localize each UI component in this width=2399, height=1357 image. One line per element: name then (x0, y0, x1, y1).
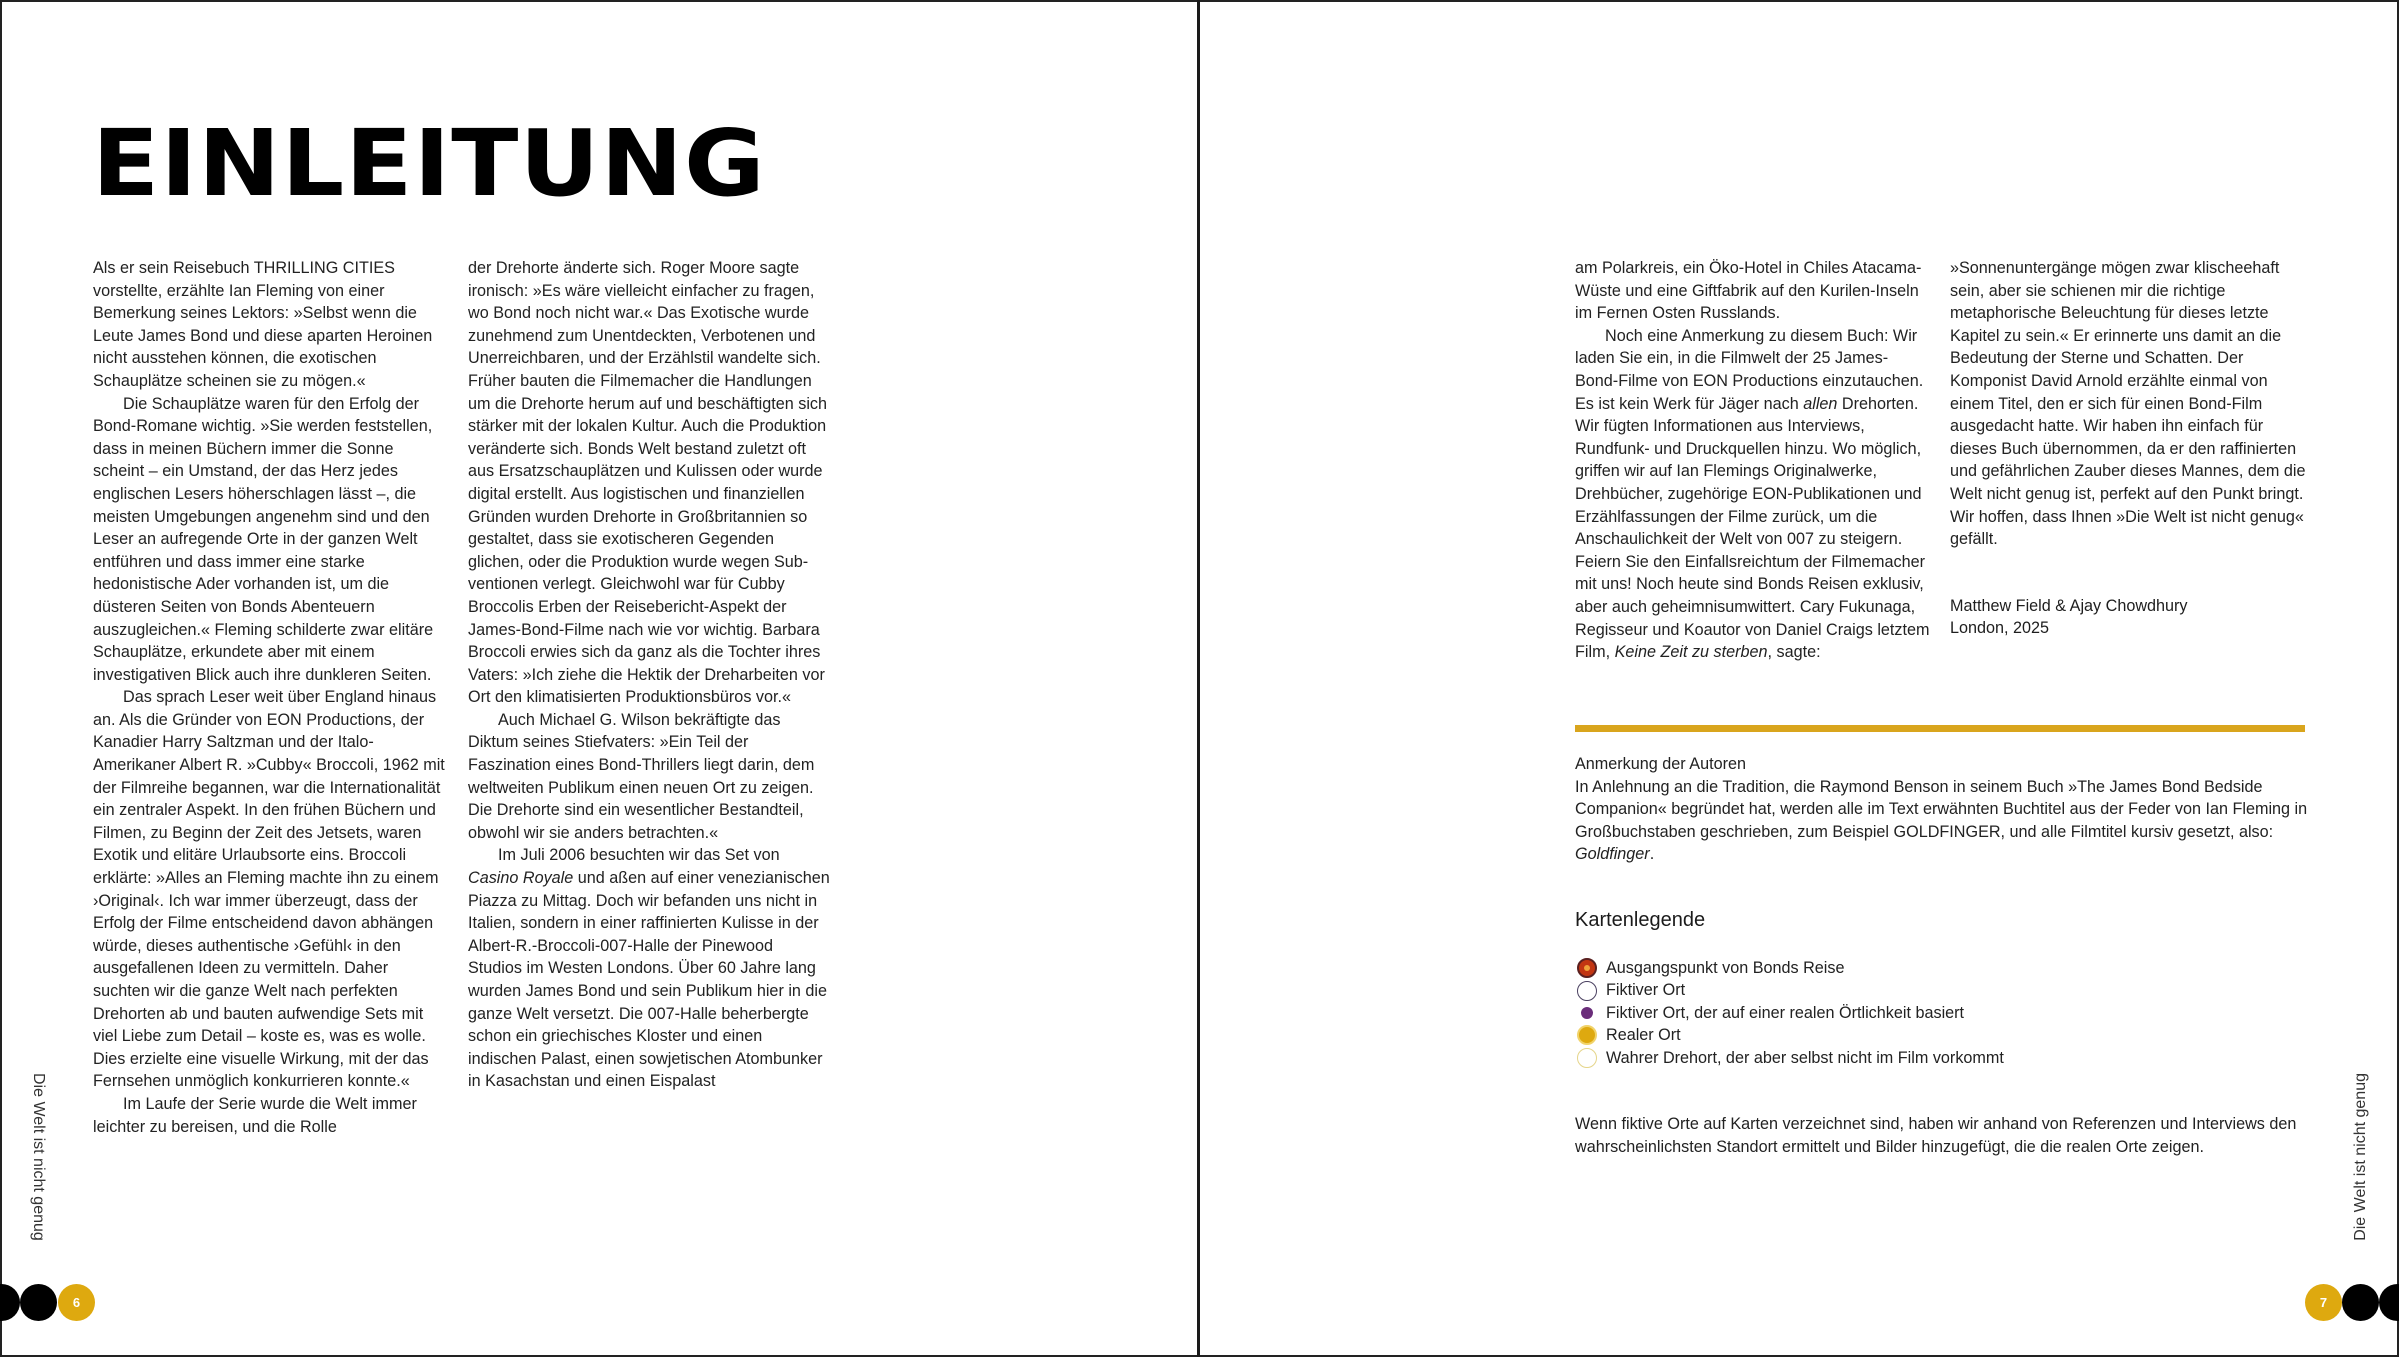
paragraph (1575, 325, 1931, 664)
text: Noch eine Anmerkung zu diesem Buch: Wir laden Sie ein, in die Filmwelt der 25 James-Bond-Filme von EON Productions einzutauchen. Es ist kein Werk für Jäger nach (1575, 326, 1924, 413)
paragraph: der Drehorte änderte sich. Roger Moore sagte ironisch: »Es wäre vielleicht einfacher zu fragen, wo Bond noch nicht war.« Das Exotische wurde zunehmend zum Unentdeckten, Verbotenen und Unerreichbaren, und der Erzählstil wandelte sich. Früher bauten die Filmemacher die Handlungen um die Drehorte herum auf und beschäftigten sich stärker mit der lokalen Kultur. Auch die Produktion veränderte sich. Bonds Welt bestand zuletzt oft aus Ersatzschauplätzen und Kulissen oder wurde digital erstellt. Aus logistischen und finanziellen Gründen wurden Drehorte in Großbritannien so gestaltet, dass sie exotischeren Gegenden glichen, oder die Produktion wurde wegen Subventionen verlegt. Gleichwohl war für Cubby Broccolis Erben der Reisebericht-Aspekt der James-Bond-Filme nach wie vor wichtig. Barbara Broccoli erwies sich da ganz als die Tochter ihres Vaters: »Ich ziehe die Hektik der Dreharbeiten vor Ort den klimatisierten Produktionsbüros vor.« (468, 259, 828, 707)
paragraph: Das sprach Leser weit über England hinaus an. Als die Gründer von EON Productions, der Kanadier Harry Saltzman und der Italo-Amerikaner Albert R. »Cubby« Broccoli, 1962 mit der Filmreihe begannen, war die Internationalität ein zentraler Aspekt. In den frühen Büchern und Filmen, zu Beginn der Zeit des Jetsets, waren Exotik und elitäre Urlaubsorte eins. Broccoli erklärte: »Alles an Fleming machte ihn zu einem ›Original‹. Ich war immer überzeugt, dass der Erfolg der Filme entscheidend davon abhängen würde, dieses authentische ›Gefühl‹ in den ausgefallenen Ideen zu vermitteln. Daher suchten wir die ganze Welt nach perfekten Drehorten ab und bauten aufwendige Sets mit viel Liebe zum Detail – koste es, was es wolle. Dies erzielte eine visuelle Wirkung, mit der das Fernsehen unmöglich konkurrieren konnte.« (93, 688, 445, 1091)
right-column-2 (1950, 257, 2312, 640)
book-spine-divider (1197, 0, 1200, 1357)
legend-item (1577, 979, 2004, 1001)
text: , sagte: (1767, 643, 1821, 662)
emphasis: allen (1803, 394, 1838, 413)
legend-label: Fiktiver Ort, der auf einer realen Örtlichkeit basiert (1606, 1003, 1965, 1022)
map-legend (1577, 957, 2004, 1069)
paragraph: Als er sein Reisebuch THRILLING CITIES vorstellte, erzählte Ian Fleming von einer Bemerkung seines Lektors: »Selbst wenn die Leute James Bond und diese aparten Heroinen nicht ausstehen können, die exotischen Schauplätze scheinen sie zu mögen.« (93, 259, 433, 390)
legend-item (1577, 1002, 2004, 1024)
running-title-left: Die Welt ist nicht genug (30, 1073, 47, 1241)
real-place-marker-icon (1577, 1025, 1597, 1045)
gold-divider-rule (1575, 725, 2305, 732)
running-title-right: Die Welt ist nicht genug (2352, 1073, 2369, 1241)
film-title: Casino Royale (468, 869, 574, 888)
start-point-marker-icon (1577, 958, 1597, 978)
paragraph: Auch Michael G. Wilson bekräftigte das Diktum seines Stiefvaters: »Ein Teil der Faszination eines Bond-Thrillers liegt darin, dem weltweiten Publikum einen neuen Ort zu zeigen. Die Drehorte sind ein wesentlicher Bestandteil, obwohl wir sie anders betrachten.« (468, 710, 815, 842)
place-date: London, 2025 (1950, 619, 2050, 638)
page-number-right: 7 (2305, 1284, 2342, 1321)
authors-note (1575, 753, 2315, 866)
decorative-black-circle-icon (20, 1284, 57, 1321)
chapter-heading: EINLEITUNG (92, 110, 766, 217)
paragraph: Die Schauplätze waren für den Erfolg der Bond-Romane wichtig. »Sie werden feststellen, dass in meinen Büchern immer die Sonne scheint – ein Umstand, der das Herz jedes englischen Lesers höherschlagen lässt –, die meisten Umgebungen angenehm sind und den Leser an aufregende Orte in der ganzen Welt entführen und dass immer eine starke hedonistische Ader vorhanden ist, um die düsteren Seiten von Bonds Abenteuern auszugleichen.« Fleming schilderte zwar elitäre Schauplätze, erkundete aber mit einem investigativen Blick auch ihre dunkleren Seiten. (93, 394, 434, 684)
authors-note-heading: Anmerkung der Autoren (1575, 755, 1746, 773)
left-column-1 (93, 257, 445, 1138)
text: und aßen auf einer venezianischen Piazza zu Mittag. Doch wir befanden uns nicht in Italien, sondern in einer raffinierten Kulisse in der Albert-R.-Broccoli-007-Halle der Pinewood Studios im Westen Londons. Über 60 Jahre lang wurden James Bond und sein Publikum hier in die ganze Welt versetzt. Die 007-Halle beherbergte schon ein griechisches Kloster und einen indischen Palast, einen sowjetischen Atombunker in Kasachstan und einen Eispalast (468, 869, 830, 1091)
fictional-place-marker-icon (1577, 981, 1597, 1001)
paragraph: am Polarkreis, ein Öko-Hotel in Chiles Atacama-Wüste und eine Giftfabrik auf den Kurilen-Inseln im Fernen Osten Russlands. (1575, 259, 1922, 323)
text: Im Juli 2006 besuchten wir das Set von (498, 846, 780, 865)
film-title: Goldfinger (1575, 845, 1650, 864)
legend-label: Ausgangspunkt von Bonds Reise (1606, 959, 1845, 977)
film-title: Keine Zeit zu sterben (1614, 643, 1768, 662)
paragraph (468, 844, 830, 1093)
legend-label: Fiktiver Ort (1606, 981, 1686, 1000)
decorative-black-circle-icon (2342, 1284, 2379, 1321)
text: Drehorten. Wir fügten Informationen aus Interviews, Rundfunk- und Druckquellen hinzu. Wo möglich, griffen wir auf Ian Flemings Originalwerke, Drehbücher, zugehörige EON-Publikationen und Erzählfassungen der Filme zurück, um die Anschaulichkeit der Welt von 007 zu steigern. Feiern Sie den Einfallsreichtum der Filmemacher mit uns! Noch heute sind Bonds Reisen exklusiv, aber auch geheimnisumwittert. Cary Fukunaga, Regisseur und Koautor von Daniel Craigs letztem Film, (1575, 394, 1930, 662)
map-note: Wenn fiktive Orte auf Karten verzeichnet sind, haben wir anhand von Referenzen und Interviews den wahrscheinlichsten Standort ermittelt und Bilder hinzugefügt, die die realen Orte zeigen. (1575, 1115, 2297, 1156)
right-column-1 (1575, 257, 1931, 664)
true-filming-location-marker-icon (1577, 1048, 1597, 1068)
signature (1950, 595, 2312, 640)
text: . (1649, 845, 1655, 864)
legend-label: Realer Ort (1606, 1026, 1681, 1045)
map-legend-title: Kartenlegende (1575, 909, 1706, 931)
paragraph: Im Laufe der Serie wurde die Welt immer leichter zu bereisen, und die Rolle (93, 1094, 417, 1136)
page-number-left: 6 (58, 1284, 95, 1321)
legend-item (1577, 1047, 2004, 1069)
legend-label: Wahrer Drehort, der aber selbst nicht im Film vorkommt (1606, 1048, 2004, 1067)
legend-item (1577, 1024, 2004, 1046)
legend-item (1577, 957, 2004, 979)
paragraph: »Sonnenuntergänge mögen zwar klischeehaft sein, aber sie schienen mir die richtige metaphorische Beleuchtung für dieses letzte Kapitel zu sein.« Er erinnerte uns damit an die Bedeutung der Sterne und Schatten. Der Komponist David Arnold erzählte einmal von einem Titel, den er sich für einen Bond-Film ausgedacht hatte. Wir haben ihn einfach für dieses Buch übernommen, da er den raffinierten und gefährlichen Zauber dieses Mannes, dem die Welt nicht genug ist, perfekt auf den Punkt bringt. Wir hoffen, dass Ihnen »Die Welt ist nicht genug« gefällt. (1950, 259, 2306, 549)
authors-note-text (1575, 776, 2315, 866)
left-column-2 (468, 257, 830, 1093)
authors: Matthew Field & Ajay Chowdhury (1950, 596, 2188, 615)
text: In Anlehnung an die Tradition, die Raymond Benson in seinem Buch »The James Bond Bedside Companion« begründet hat, werden alle im Text erwähnten Buchtitel aus der Feder von Ian Fleming in Großbuchstaben geschrieben, zum Beispiel GOLDFINGER, und alle Filmtitel kursiv gesetzt, also: (1575, 777, 2308, 841)
fictional-real-based-marker-icon (1581, 1007, 1593, 1019)
